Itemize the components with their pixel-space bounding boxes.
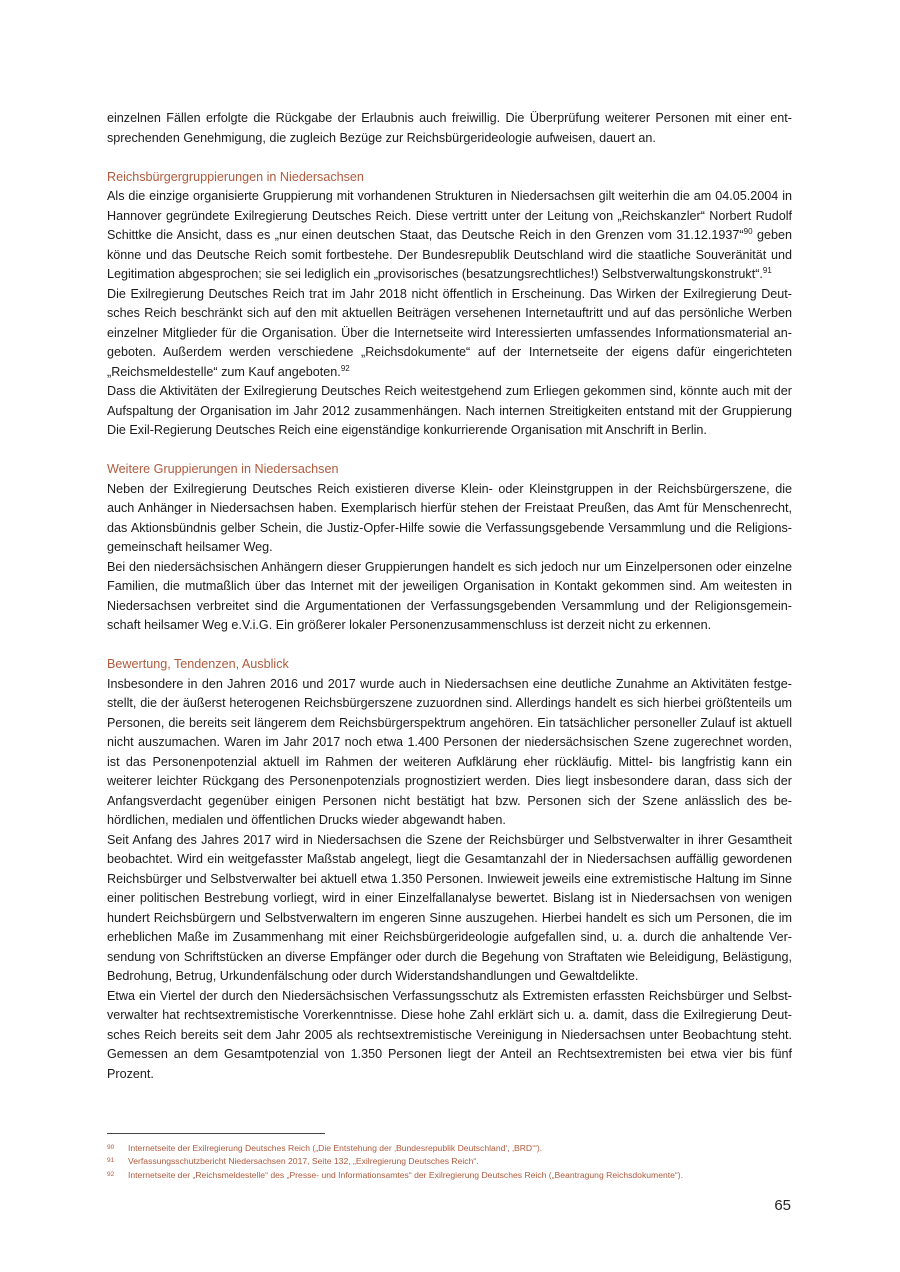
section2-paragraph-2: Bei den niedersächsischen Anhängern dieser Gruppierungen handelt es sich jedoch nur um Einzelpersonen oder einzelne Familien, die mutmaßlich über das Internet mit der jeweiligen Organisation in Kontakt gekommen sind. Am weitesten in Niedersachsen verbreitet sind die Argumentationen der Verfassungsgebenden Versammlung und der Religionsgemeinschaft heilsamer Weg e.V.i.G. Ein größerer lokaler Personenzusammenschluss ist derzeit nicht zu erkennen.	[107, 559, 792, 632]
section3-paragraph-3: Etwa ein Viertel der durch den Niedersächsischen Verfassungsschutz als Extremisten erfassten Reichsbürger und Selbstverwalter hat rechtsextremistische Vorerkenntnisse. Diese hohe Zahl erklärt sich u. a. damit, dass die Exilregierung Deutsches Reich bereits seit dem Jahr 2005 als rechtsextremistische Vereinigung in Niedersachsen unter Beobachtung steht. Gemessen an dem Gesamtpotenzial von 1.350 Personen liegt der Anteil an Rechtsextremisten bei etwa vier bis fünf Prozent.	[107, 988, 792, 1081]
footnote-text: Internetseite der Exilregierung Deutsches Reich („Die Entstehung der ‚Bundesrepublik Deutschland‘, ‚BRD‘“).	[128, 1143, 543, 1153]
footnote-90	[107, 1142, 792, 1155]
footnote-number: 90	[107, 1144, 115, 1151]
footnote-text: Internetseite der „Reichsmeldestelle“ des „Presse- und Informationsamtes“ der Exilregierung Deutsches Reich („Beantragung Reichsdokumente“).	[128, 1169, 684, 1180]
footnote-91	[107, 1155, 792, 1168]
footnote-number: 91	[107, 1157, 115, 1165]
footnote-divider	[107, 1133, 325, 1134]
section1-paragraph-2-text: Die Exilregierung Deutsches Reich trat im Jahr 2018 nicht öffentlich in Erscheinung. Das Wirken der Exilregierung Deutsches Reich beschränkt sich auf den mit aktuellen Beiträgen versehenen Internetauftritt und auf das persönliche Werben einzelner Mitglieder für die Organisation. Über die Internetseite wird Interessierten umfassendes Informationsmaterial angeboten. Außerdem werden verschiedene „Reichsdokumente“ auf der Internetseite der eigens dafür eingerichteten „Reichsmeldestelle“ zum Kauf angeboten.	[107, 286, 792, 379]
section1-paragraph-1-text-a: Als die einzige organisierte Gruppierung mit vorhandenen Strukturen in Niedersachsen gilt weiterhin die am 04.05.2004 in Hannover gegründete Exilregierung Deutsches Reich. Diese vertritt unter der Leitung von „Reichskanzler“ Norbert Rudolf Schittke die Ansicht, dass es „nur einen deutschen Staat, das Deutsche Reich in den Grenzen vom 31.12.1937“	[107, 189, 792, 242]
footnote-ref-92: 92	[340, 363, 350, 373]
page-body	[107, 109, 792, 1084]
section1-paragraph-1-text-b: geben könne und das Deutsche Reich somit fortbestehe. Der Bundesrepublik Deutschland wird die staatliche Souveränität und Legitimation abgesprochen; sie sei lediglich ein „provisorisches (besatzungsrechtliches!) Selbstverwaltungskonstrukt“.	[107, 228, 792, 281]
section-heading-reichsbuergergruppierungen: Reichsbürgergruppierungen in Niedersachsen	[107, 169, 364, 184]
footnote-text: Verfassungsschutzbericht Niedersachsen 2017, Seite 132, „Exilregierung Deutsches Reich“.	[128, 1156, 479, 1167]
section-heading-bewertung: Bewertung, Tendenzen, Ausblick	[107, 657, 289, 671]
footnote-92	[107, 1169, 792, 1182]
footnote-number: 92	[107, 1170, 115, 1178]
section3-paragraph-1: Insbesondere in den Jahren 2016 und 2017 wurde auch in Niedersachsen eine deutliche Zunahme an Aktivitäten festgestellt, die der äußerst heterogenen Reichsbürgerszene zuzuordnen sind. Allerdings handelt es sich hierbei größtenteils um Personen, die bereits seit längerem dem Reichsbürgerspektrum angehören. Ein tatsächlicher personeller Zulauf ist aktuell nicht auszumachen. Waren im Jahr 2017 noch etwa 1.400 Personen der niedersächsischen Szene zugerechnet worden, ist das Personenpotenzial aktuell im Rahmen der weiteren Aufklärung eher rückläufig. Mittel- bis langfristig kann ein weiterer leichter Rückgang des Personenpotenzials prognostiziert werden. Dies liegt insbesondere daran, dass sich der Anfangsverdacht gegenüber einigen Personen nicht bestätigt hat bzw. Personen sich der Szene anlässlich des behördlichen, medialen und öffentlichen Drucks wieder abgewandt haben.	[107, 676, 792, 827]
footnote-ref-90: 90	[743, 227, 753, 236]
section-heading-weitere-gruppierungen: Weitere Gruppierungen in Niedersachsen	[107, 462, 339, 476]
section2-paragraph-1: Neben der Exilregierung Deutsches Reich existieren diverse Klein- oder Kleinstgruppen in der Reichsbürgerszene, die auch Anhänger in Niedersachsen haben. Exemplarisch hierfür stehen der Freistaat Preußen, das Amt für Menschenrecht, das Aktionsbündnis gelber Schein, die Justiz-Opfer-Hilfe sowie die Verfassungsgebende Versammlung und die Religionsgemeinschaft heilsamer Weg.	[107, 481, 792, 554]
section1-paragraph-1	[107, 187, 792, 285]
page-number: 65	[774, 1197, 791, 1214]
intro-paragraph: einzelnen Fällen erfolgte die Rückgabe der Erlaubnis auch freiwillig. Die Überprüfung weiterer Personen mit einer entsprechenden Genehmigung, die zugleich Bezüge zur Reichsbürgerideologie aufweisen, dauert an.	[107, 111, 792, 145]
section1-paragraph-3: Dass die Aktivitäten der Exilregierung Deutsches Reich weitestgehend zum Erliegen gekommen sind, könnte auch mit der Aufspaltung der Organisation im Jahr 2012 zusammenhängen. Nach internen Streitigkeiten entstand mit der Gruppierung Die Exil-Regierung Deutsches Reich eine eigenständige konkurrierende Organisation mit Anschrift in Berlin.	[107, 384, 792, 437]
section3-paragraph-2: Seit Anfang des Jahres 2017 wird in Niedersachsen die Szene der Reichsbürger und Selbstverwalter in ihrer Gesamtheit beobachtet. Wird ein weitgefasster Maßstab angelegt, liegt die Gesamtanzahl der in Niedersachsen auffällig gewordenen Reichsbürger und Selbstverwalter bei aktuell etwa 1.350 Personen. Inwieweit jeweils eine extremistische Haltung im Sinne einer politischen Bestrebung vorliegt, wird in einer Einzelfallanalyse bewertet. Bislang ist in Niedersachsen von wenigen hundert Reichsbürgern und Selbstverwaltern im engeren Sinne auszugehen. Hierbei handelt es sich um Personen, die im erheblichen Maße im Zusammenhang mit einer Reichsbürgerideologie aufgefallen sind, u. a. durch die anhaltende Versendung von Schriftstücken an diverse Empfänger oder durch die Begehung von Straftaten wie Beleidigung, Belästigung, Bedrohung, Betrug, Urkundenfälschung oder durch Widerstandshandlungen und Gewaltdelikte.	[107, 832, 792, 983]
footnotes	[107, 1142, 792, 1182]
footnote-ref-91: 91	[762, 266, 772, 275]
section1-paragraph-2	[107, 285, 792, 383]
